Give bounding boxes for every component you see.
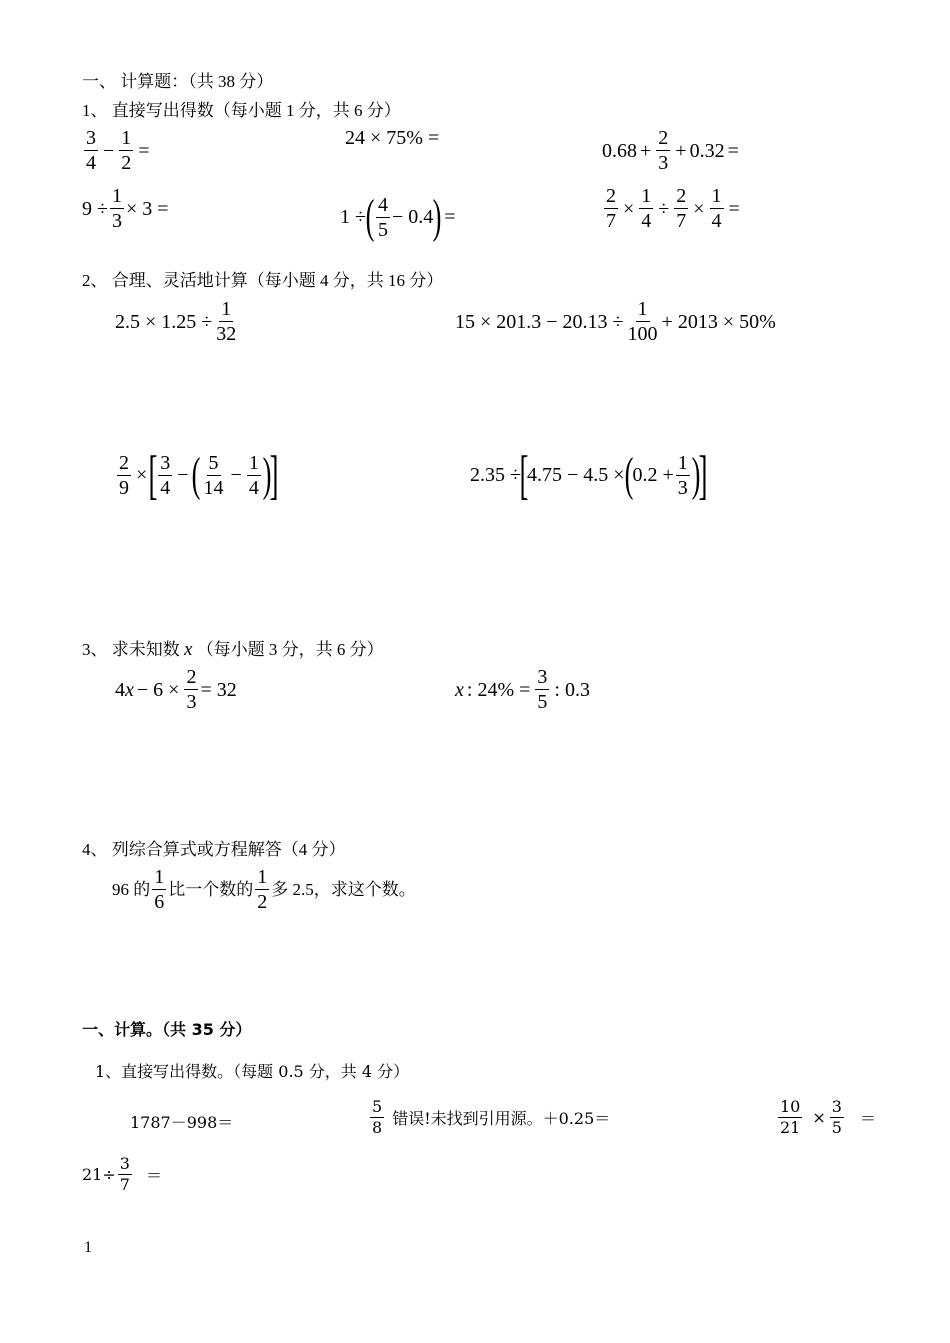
- expr-3-1: 4 x − 6 × $\frac{2}{3}$ = 32: [115, 666, 237, 713]
- question-3-title: 3、 求未知数 x （每小题 3 分，共 6 分）: [82, 639, 384, 660]
- section-title-2: 一、计算。（共 35 分）: [82, 1020, 252, 1039]
- expr-p2-2: $\frac{5}{8}$ 错误!未找到引用源。＋0.25＝: [372, 1097, 611, 1137]
- expr-3-2: x : 24% = $\frac{3}{5}$ : 0.3: [455, 666, 590, 713]
- expr-1-5: 1 ÷ ( $\frac{4}{5}$ − 0.4 ) =: [340, 190, 456, 243]
- page-number: 1: [84, 1239, 92, 1256]
- expr-1-3: 0.68 + $\frac{2}{3}$ + 0.32 =: [602, 127, 739, 174]
- expr-p2-3: $\frac{10}{21}$ × $\frac{3}{5}$ ＝: [780, 1097, 876, 1137]
- question-2-1-title: 1、直接写出得数。（每题 0.5 分，共 4 分）: [95, 1062, 410, 1081]
- expr-1-2: 24 × 75% =: [345, 127, 440, 149]
- expr-2-2: 15 × 201.3 − 20.13 ÷ $\frac{1}{100}$ + 2013 × 50%: [455, 298, 776, 345]
- question-2-title: 2、 合理、灵活地计算（每小题 4 分，共 16 分）: [82, 271, 444, 290]
- expr-2-4: 2.35 ÷ [ 4.75 − 4.5 × ( 0.2 + $\frac{1}{3}$ ) ]: [470, 445, 708, 505]
- expr-1-1: $\frac{3}{4}$ − $\frac{1}{2}$ =: [86, 127, 150, 174]
- expr-2-3: $\frac{2}{9}$ × [ $\frac{3}{4}$ − ( $\frac{5}{14}$ − $\frac{1}{4}$ ) ]: [119, 445, 279, 505]
- section-title: 一、 计算题：（共 38 分）: [82, 72, 274, 91]
- expr-p2-4: 21÷ $\frac{3}{7}$ ＝: [82, 1154, 162, 1194]
- word-problem: 96 的 $\frac{1}{6}$ 比一个数的 $\frac{1}{2}$ 多 2.5，求这个数。: [112, 866, 416, 913]
- expr-1-4: 9 ÷ $\frac{1}{3}$ × 3 =: [82, 185, 169, 232]
- expr-p2-1: 1787－998＝: [130, 1113, 234, 1132]
- question-4-title: 4、 列综合算式或方程解答（4 分）: [82, 840, 346, 859]
- expr-2-1: 2.5 × 1.25 ÷ $\frac{1}{32}$: [115, 298, 237, 345]
- expr-1-6: $\frac{2}{7}$ × $\frac{1}{4}$ ÷ $\frac{2}{7}$ × $\frac{1}{4}$ =: [606, 185, 740, 232]
- question-1-title: 1、 直接写出得数（每小题 1 分，共 6 分）: [82, 101, 401, 120]
